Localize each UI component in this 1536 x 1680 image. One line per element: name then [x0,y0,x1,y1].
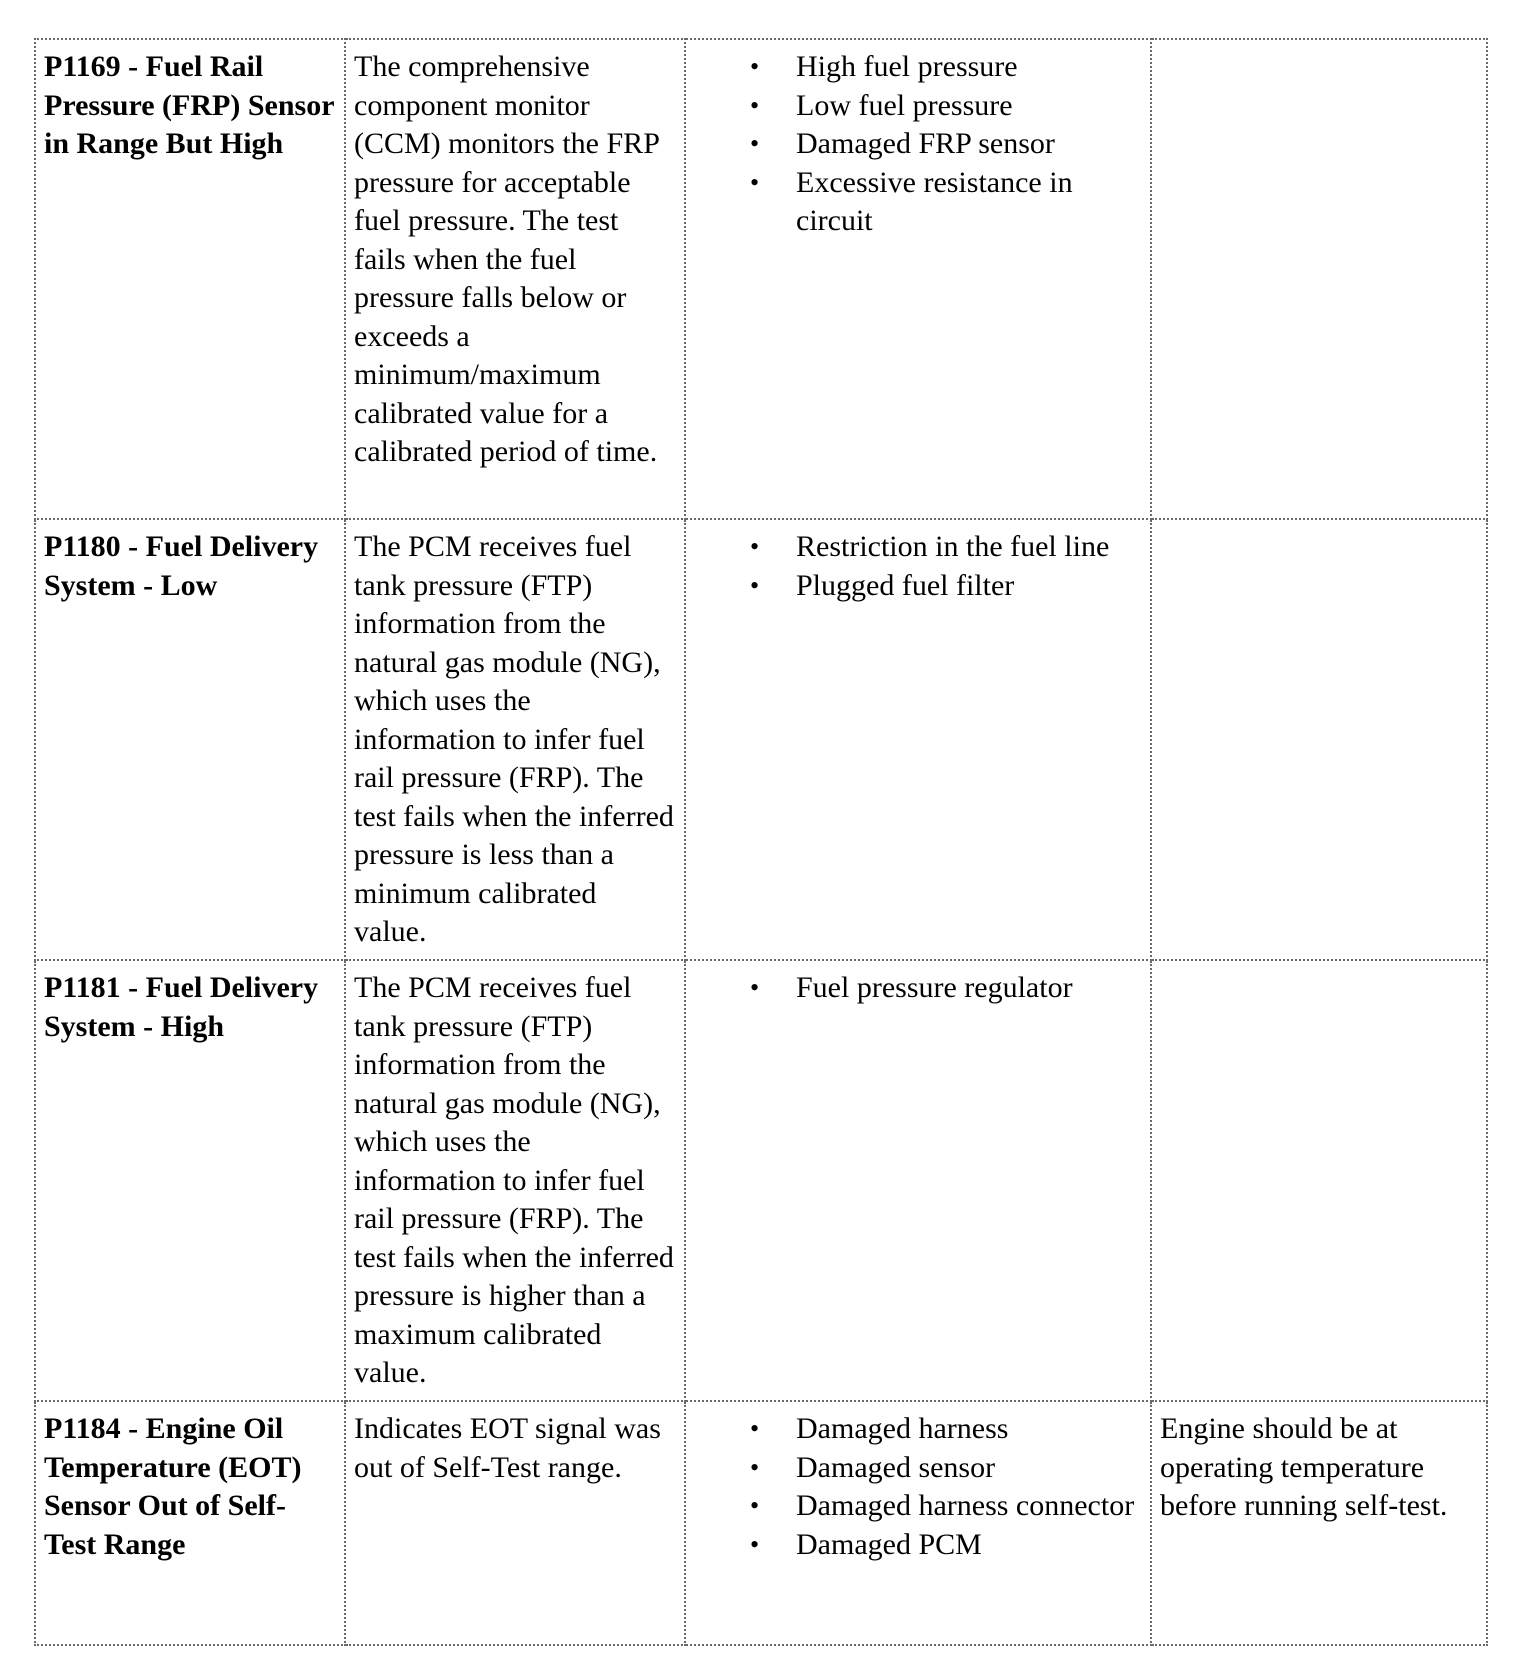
table-row [35,519,1487,960]
cause-item: • Low fuel pressure [694,87,1142,126]
action-cell [1151,519,1487,960]
description-cell [345,39,685,519]
cause-list [694,1410,1142,1564]
dtc-table [34,38,1488,1646]
causes-cell [685,960,1151,1401]
description-text: The comprehensive component monitor (CCM) monitors the FRP pressure for acceptable fuel pressure. The test fails when the fuel pressure falls below or exceeds a minimum/maximum calibrated value for a calibrated period of time. [354,50,659,468]
bullet-icon: • [750,1529,760,1559]
description-text: The PCM receives fuel tank pressure (FTP) information from the natural gas module (NG), which uses the information to infer fuel rail pressure (FRP). The test fails when the inferred pressure is less than a minimum calibrated value. [354,530,674,948]
bullet-icon: • [750,167,760,197]
description-cell [345,519,685,960]
bullet-icon: • [750,532,760,561]
code-title: P1184 - Engine Oil Temperature (EOT) Sensor Out of Self-Test Range [44,1412,302,1561]
cause-list [694,528,1142,605]
cause-item: • Damaged harness [694,1410,1142,1449]
bullet-icon: • [750,570,760,600]
cause-item: • High fuel pressure [694,48,1142,87]
causes-cell [685,1401,1151,1645]
code-title: P1181 - Fuel Delivery System - High [44,971,319,1043]
code-cell [35,960,345,1401]
code-cell [35,519,345,960]
table-row [35,39,1487,519]
bullet-icon: • [750,90,760,120]
cause-list [694,969,1142,1008]
bullet-icon: • [750,52,760,81]
code-title: P1180 - Fuel Delivery System - Low [44,530,319,602]
bullet-icon: • [750,1491,760,1520]
cause-item: • Damaged FRP sensor [694,125,1142,164]
code-cell [35,1401,345,1645]
bullet-icon: • [750,973,760,1002]
cause-item: • Damaged PCM [694,1526,1142,1565]
description-text: Indicates EOT signal was out of Self-Test range. [354,1412,661,1484]
code-cell [35,39,345,519]
cause-item: • Damaged sensor [694,1449,1142,1488]
action-cell [1151,1401,1487,1645]
description-cell [345,1401,685,1645]
causes-cell [685,39,1151,519]
description-cell [345,960,685,1401]
bullet-icon: • [750,1452,760,1482]
table-row [35,1401,1487,1645]
description-text: The PCM receives fuel tank pressure (FTP) information from the natural gas module (NG), which uses the information to infer fuel rail pressure (FRP). The test fails when the inferred pressure is higher than a maximum calibrated value. [354,971,674,1389]
cause-item: • Restriction in the fuel line [694,528,1142,567]
action-cell [1151,960,1487,1401]
causes-cell [685,519,1151,960]
bullet-icon: • [750,129,760,158]
cause-item: • Plugged fuel filter [694,567,1142,606]
cause-item: • Fuel pressure regulator [694,969,1142,1008]
cause-list [694,48,1142,241]
cause-item: • Excessive resistance in circuit [750,165,1073,237]
code-title: P1169 - Fuel Rail Pressure (FRP) Sensor in Range But High [44,50,334,160]
action-cell [1151,39,1487,519]
action-text: Engine should be at operating temperature before running self-test. [1160,1412,1448,1522]
table-row [35,960,1487,1401]
bullet-icon: • [750,1414,760,1443]
cause-item: • Damaged harness connector [694,1487,1142,1526]
